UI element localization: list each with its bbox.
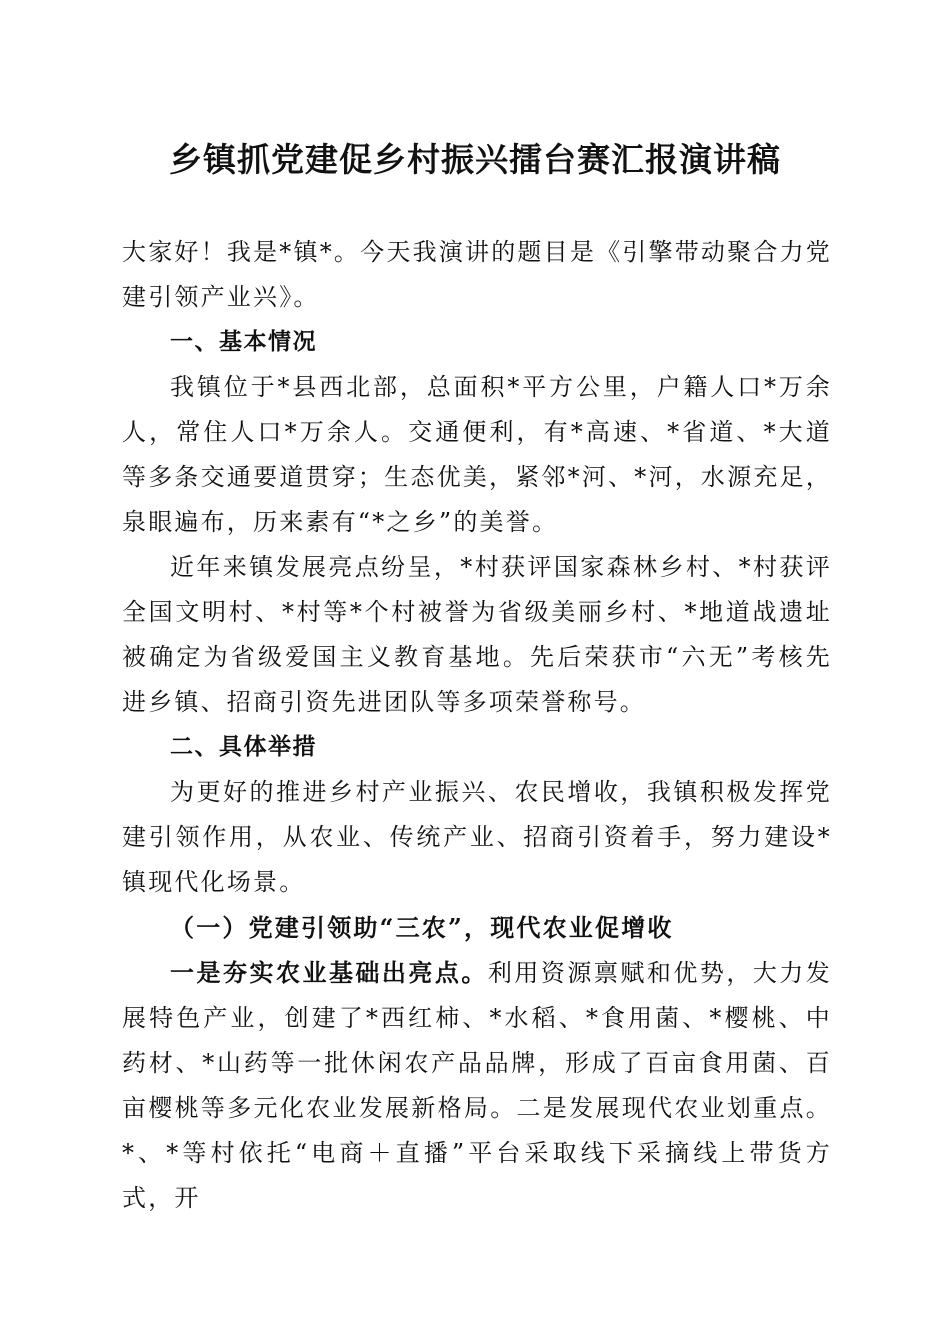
paragraph-agriculture-text: 利用资源禀赋和优势，大力发展特色产业，创建了*西红柿、*水稻、*食用菌、*樱桃、中药材、*山药等一批休闲农产品品牌，形成了百亩食用菌、百亩樱桃等多元化农业发展新格局。二是发展现代农业划重点。*、*等村依托“电商＋直播”平台采取线下采摘线上带货方式，开: [122, 959, 832, 1212]
section-heading-measures: 二、具体举措: [170, 734, 317, 760]
greeting-paragraph: 大家好！我是*镇*。今天我演讲的题目是《引擎带动聚合力党建引领产业兴》。: [122, 238, 832, 311]
document-body: [122, 230, 832, 1221]
paragraph-lead-sentence: 一是夯实农业基础出亮点。: [170, 958, 488, 987]
paragraph-highlights: 近年来镇发展亮点纷呈，*村获评国家森林乡村、*村获评全国文明村、*村等*个村被誉为省级美丽乡村、*地道战遗址被确定为省级爱国主义教育基地。先后荣获市“六无”考核先进乡镇、招商引资先进团队等多项荣誉称号。: [122, 553, 832, 716]
document-title: 乡镇抓党建促乡村振兴擂台赛汇报演讲稿: [169, 140, 781, 179]
paragraph-measures-intro: 为更好的推进乡村产业振兴、农民增收，我镇积极发挥党建引领作用，从农业、传统产业、招商引资着手，努力建设*镇现代化场景。: [122, 778, 832, 896]
paragraph-location: 我镇位于*县西北部，总面积*平方公里，户籍人口*万余人，常住人口*万余人。交通便利，有*高速、*省道、*大道等多条交通要道贯穿；生态优美，紧邻*河、*河，水源充足，泉眼遍布，历来素有“*之乡”的美誉。: [122, 373, 832, 536]
paragraph-agriculture: [122, 950, 832, 1221]
section-heading-basic-situation: 一、基本情况: [170, 329, 317, 355]
subsection-heading-agriculture: （一）党建引领助“三农”，现代农业促增收: [170, 913, 674, 942]
